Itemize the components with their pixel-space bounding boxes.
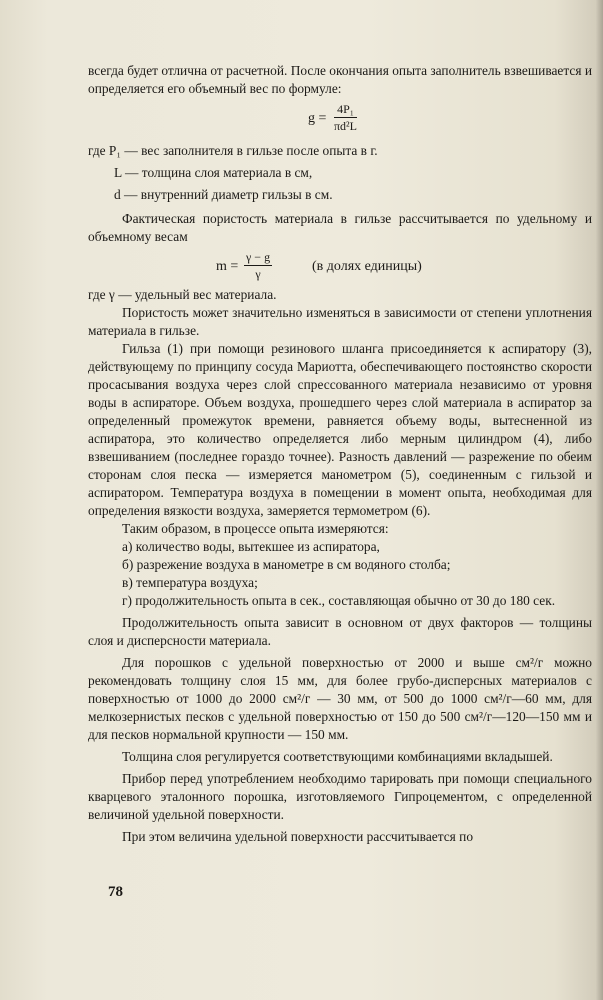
paragraph-porosity-change: Пористость может значительно изменяться в зависимости от степени уплотнения материала в гильзе. (88, 305, 592, 338)
formula-bulk-weight-fraction (334, 102, 357, 133)
paragraph-porosity-intro: Фактическая пористость материала в гильзе рассчитывается по удельному и объемному весам (88, 211, 592, 244)
paragraph-calibration: Прибор перед употреблением необходимо тарировать при помощи специального кварцевого эталонного порошка, изготовляемого Гипроцементом, с определенной величиной удельной поверхности. (88, 771, 592, 822)
list-item-b: б) разрежение воздуха в манометре в см водяного столба; (122, 557, 451, 572)
definition-l: L — толщина слоя материала в см, (114, 165, 313, 180)
formula-bulk-weight-lhs: g = (308, 111, 327, 126)
page-edge-shadow (595, 0, 603, 1000)
paragraph-sleeve-description: Гильза (1) при помощи резинового шланга присоединяется к аспиратору (3), действующему по принципу сосуда Мариотта, обеспечивающего постоянство скорости просасывания воздуха через слой спрессованного материала независимо от уровня воды в аспираторе. Объем воздуха, прошедшего через слой материала в аспиратор за определенный промежуток времени, равняется объему воды, вытесненной из аспиратора, это количество определяется либо мерным цилиндром (4), либо взвешиванием (последнее гораздо точнее). Разность давлений — разрежение по обеим сторонам слоя песка — измеряется манометром (5), соединенным с гильзой и аспиратором. Температура воздуха в помещении в момент опыта, необходимая для определения вязкости воздуха, замеряется термометром (6). (88, 341, 592, 518)
list-item-d: г) продолжительность опыта в сек., составляющая обычно от 30 до 180 сек. (122, 593, 556, 608)
definition-p1: где P₁ — вес заполнителя в гильзе после опыта в г. (88, 143, 378, 158)
formula-porosity-numerator: γ − g (246, 250, 271, 264)
paragraph-duration: Продолжительность опыта зависит в основном от двух факторов — толщины слоя и дисперсности материала. (88, 615, 592, 648)
formula-bulk-weight-numerator: 4P₁ (334, 102, 357, 118)
paragraph-powders: Для порошков с удельной поверхностью от 2000 и выше см²/г можно рекомендовать толщину слоя 15 мм, для более грубо-дисперсных материалов с поверхностью от 1000 до 2000 см²/г — 30 мм, от 500 до 1000 см²/г—60 мм, для мелкозернистых песков с удельной поверхностью от 150 до 500 см²/г—120—150 мм и для песков нормальной крупности — 150 мм. (88, 655, 592, 742)
formula-porosity (88, 246, 592, 286)
formula-porosity-lhs: m = (216, 259, 239, 274)
formula-porosity-fraction (244, 250, 272, 281)
formula-bulk-weight (88, 98, 592, 138)
page-text-body (88, 62, 592, 846)
formula-bulk-weight-denominator: πd²L (334, 119, 357, 133)
page-number: 78 (108, 884, 123, 900)
list-item-a: а) количество воды, вытекшее из аспиратора, (122, 539, 380, 554)
paragraph-thickness: Толщина слоя регулируется соответствующими комбинациями вкладышей. (122, 749, 553, 764)
definition-d: d — внутренний диаметр гильзы в см. (114, 187, 333, 202)
definition-gamma: где γ — удельный вес материала. (88, 287, 277, 302)
formula-porosity-denominator: γ (255, 267, 261, 281)
formula-porosity-note: (в долях единицы) (312, 259, 422, 274)
list-item-c: в) температура воздуха; (122, 575, 258, 590)
paragraph-measured-intro: Таким образом, в процессе опыта измеряются: (122, 521, 389, 536)
paragraph-intro: всегда будет отлична от расчетной. После окончания опыта заполнитель взвешивается и определяется его объемный вес по формуле: (88, 63, 593, 96)
paragraph-surface: При этом величина удельной поверхности рассчитывается по (122, 829, 474, 844)
